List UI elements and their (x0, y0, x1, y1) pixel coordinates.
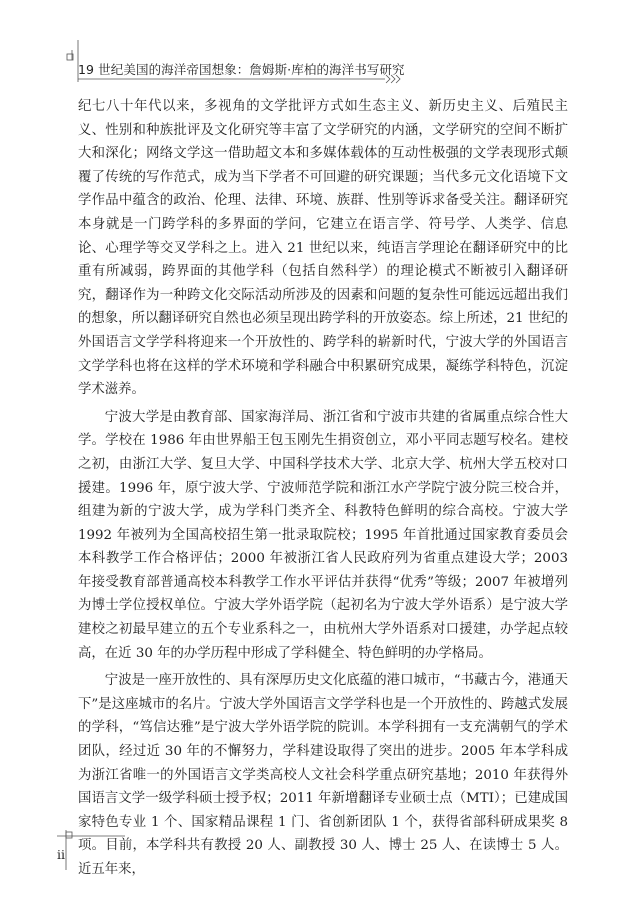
footer-rule-ornament (0, 820, 638, 902)
paragraph-2: 宁波大学是由教育部、国家海洋局、浙江省和宁波市共建的省属重点综合性大学。学校在 1986 年由世界船王包玉刚先生捐资创立，邓小平同志题写校名。建校之初，由浙江大学、复旦大学、中国科学技术大学、北京大学、杭州大学五校对口援建。1996 年，原宁波大学、宁波师范学院和浙江水产学院宁波分院三校合并，组建为新的宁波大学，成为学科门类齐全、科教特色鲜明的综合高校。宁波大学 1992 年被列为全国高校招生第一批录取院校；1995 年首批通过国家教育委员会本科教学工作合格评估；2000 年被浙江省人民政府列为省重点建设大学；2003 年接受教育部普通高校本科教学工作水平评估并获得“优秀”等级；2007 年被增列为博士学位授权单位。宁波大学外语学院（起初名为宁波大学外语系）是宁波大学建校之初最早建立的五个专业系科之一，由杭州大学外语系对口援建，办学起点较高，在近 30 年的办学历程中形成了学科健全、特色鲜明的办学格局。 (78, 409, 568, 661)
page-footer (0, 820, 638, 902)
page-number: ii (57, 847, 65, 862)
paragraph-1: 纪七八十年代以来，多视角的文学批评方式如生态主义、新历史主义、后殖民主义、性别和种族批评及文化研究等丰富了文学研究的内涵，文学研究的空间不断扩大和深化；网络文学这一借助超文本和多媒体载体的互动性极强的文学表现形式颠覆了传统的写作范式，成为当下学者不可回避的研究课题；当代多元文化语境下文学作品中蕴含的政治、伦理、法律、环境、族群、性别等诉求备受关注。翻译研究本身就是一门跨学科的多界面的学问，它建立在语言学、符号学、人类学、信息论、心理学等交叉学科之上。进入 21 世纪以来，纯语言学理论在翻译研究中的比重有所减弱，跨界面的其他学科（包括自然科学）的理论模式不断被引入翻译研究，翻译作为一种跨文化交际活动所涉及的因素和问题的复杂性可能远远超出我们的想象，所以翻译研究自然也必须呈现出跨学科的开放姿态。综上所述，21 世纪的外国语言文学学科将迎来一个开放性的、跨学科的崭新时代，宁波大学的外国语言文学学科也将在这样的学术环境和学科融合中积累研究成果，凝练学科特色，沉淀学术滋养。 (78, 99, 568, 398)
running-title: 19 世纪美国的海洋帝国想象：詹姆斯·库柏的海洋书写研究 (78, 62, 405, 77)
body-text (78, 95, 568, 882)
running-header (0, 0, 638, 90)
paragraph-3: 宁波是一座开放性的、具有深厚历史文化底蕴的港口城市，“书藏古今，港通天下”是这座城市的名片。宁波大学外国语言文学学科也是一个开放性的、跨越式发展的学科，“笃信达雅”是宁波大学外语学院的院训。本学科拥有一支充满朝气的学术团队，经过近 30 年的不懈努力，学科建设取得了突出的进步。2005 年本学科成为浙江省唯一的外国语言文学类高校人文社会科学重点研究基地；2010 年获得外国语言文学一级学科硕士授予权；2011 年新增翻译专业硕士点（MTI）；已建成国家特色专业 1 个、国家精品课程 1 门、省创新团队 1 个，获得省部科研成果奖 8 项。目前，本学科共有教授 20 人、副教授 30 人、博士 25 人、在读博士 5 人。近五年来， (78, 673, 568, 877)
